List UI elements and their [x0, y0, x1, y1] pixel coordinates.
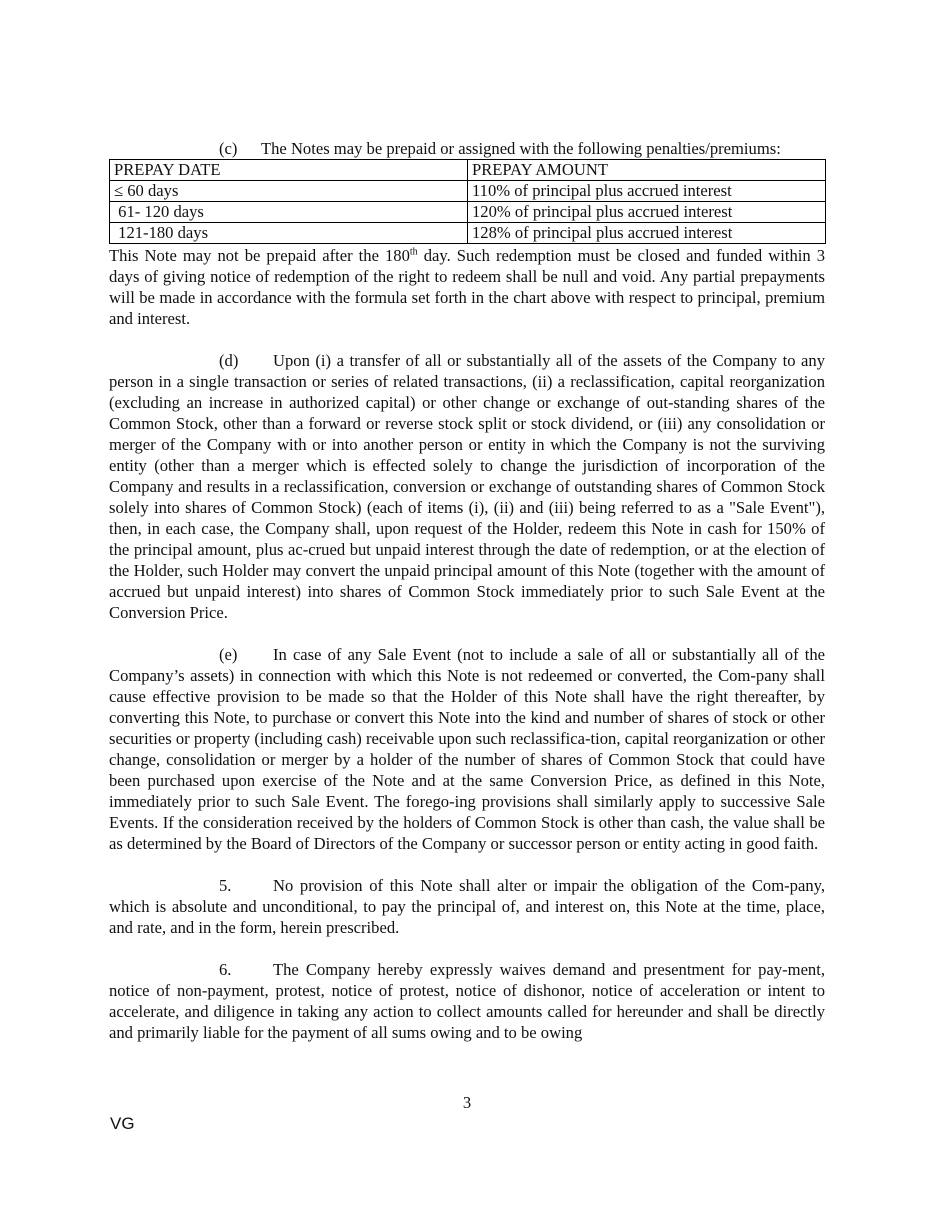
table-cell-amount: 120% of principal plus accrued interest — [468, 202, 826, 223]
header-prepay-date: PREPAY DATE — [110, 160, 468, 181]
table-cell-date: ≤ 60 days — [110, 181, 468, 202]
table-cell-amount: 128% of principal plus accrued interest — [468, 223, 826, 244]
table-header-row — [110, 160, 826, 181]
section-e-paragraph — [109, 644, 825, 854]
page-number: 3 — [462, 1093, 472, 1112]
document-page — [109, 138, 825, 1043]
section-e-text: In case of any Sale Event (not to include a sale of all or substantially all of the Company’s assets) in connection with which this Note is not redeemed or converted, the Com-pany shall cause effective provision to be made so that the Holder of this Note shall have the right thereafter, by converting this Note, to purchase or convert this Note into the kind and number of shares of stock or other securities or property (including cash) receivable upon such reclassifica-tion, capital reorganization or other change, consolidation or merger by a holder of the number of shares of Common Stock that could have been purchased upon exercise of the Note and at the same Conversion Price, as defined in this Note, immediately prior to such Sale Event. The forego-ing provisions shall similarly apply to successive Sale Events. If the consideration received by the holders of Common Stock is other than cash, the value shall be as determined by the Board of Directors of the Company or successor person or entity acting in good faith. — [109, 645, 825, 853]
section-c-intro-text: The Notes may be prepaid or assigned with the following penalties/premiums: — [261, 139, 781, 158]
section-5-label: 5. — [219, 876, 232, 895]
prepay-terms-paragraph — [109, 245, 825, 329]
section-5-paragraph — [109, 875, 825, 938]
prepay-table — [109, 159, 826, 244]
section-d-paragraph — [109, 350, 825, 623]
section-d-label: (d) — [219, 351, 239, 370]
table-row — [110, 223, 826, 244]
table-row — [110, 181, 826, 202]
table-cell-date: 61- 120 days — [110, 202, 468, 223]
section-e-label: (e) — [219, 645, 238, 664]
footer-initials: VG — [110, 1114, 135, 1133]
table-cell-amount: 110% of principal plus accrued interest — [468, 181, 826, 202]
section-5-text: No provision of this Note shall alter or impair the obligation of the Com-pany, which is absolute and unconditional, to pay the principal of, and interest on, this Note at the time, place, and rate, and in the form, herein prescribed. — [109, 876, 825, 937]
prepay-terms-rest: day. Such redemption must be closed and funded within 3 days of giving notice of redemption of the right to redeem shall be null and void. Any partial prepayments will be made in accordance with the formula set forth in the chart above with respect to principal, premium and interest. — [109, 246, 825, 328]
section-6-label: 6. — [219, 960, 232, 979]
section-d-text: Upon (i) a transfer of all or substantially all of the assets of the Company to any person in a single transaction or series of related transactions, (ii) a reclassification, capital reorganization (excluding an increase in authorized capital) or other change or exchange of out-standing shares of the Common Stock, other than a forward or reverse stock split or stock dividend, or (iii) any consolidation or merger of the Company with or into another person or entity in which the Company is not the surviving entity (other than a merger which is effected solely to change the jurisdiction of incorporation of the Company and results in a reclassification, conversion or exchange of outstanding shares of Common Stock solely into shares of Common Stock) (each of items (i), (ii) and (iii) being referred to as a "Sale Event"), then, in each case, the Company shall, upon request of the Holder, redeem this Note in cash for 150% of the principal amount, plus ac-crued but unpaid interest through the date of redemption, or at the election of the Holder, such Holder may convert the unpaid principal amount of this Note (together with the amount of accrued but unpaid interest) into shares of Common Stock immediately prior to such Sale Event at the Conversion Price. — [109, 351, 825, 622]
section-6-text: The Company hereby expressly waives demand and presentment for pay-ment, notice of non-payment, protest, notice of protest, notice of dishonor, notice of acceleration or intent to accelerate, and diligence in taking any action to collect amounts called for hereunder and shall be directly and primarily liable for the payment of all sums owing and to be owing — [109, 960, 825, 1042]
section-c-label: (c) — [219, 139, 238, 158]
prepay-terms-start: This Note may not be prepaid after the 180 — [109, 246, 410, 265]
table-cell-date: 121-180 days — [110, 223, 468, 244]
header-prepay-amount: PREPAY AMOUNT — [468, 160, 826, 181]
section-c-intro — [109, 138, 825, 159]
ordinal-superscript: th — [409, 246, 418, 258]
table-row — [110, 202, 826, 223]
section-6-paragraph — [109, 959, 825, 1043]
